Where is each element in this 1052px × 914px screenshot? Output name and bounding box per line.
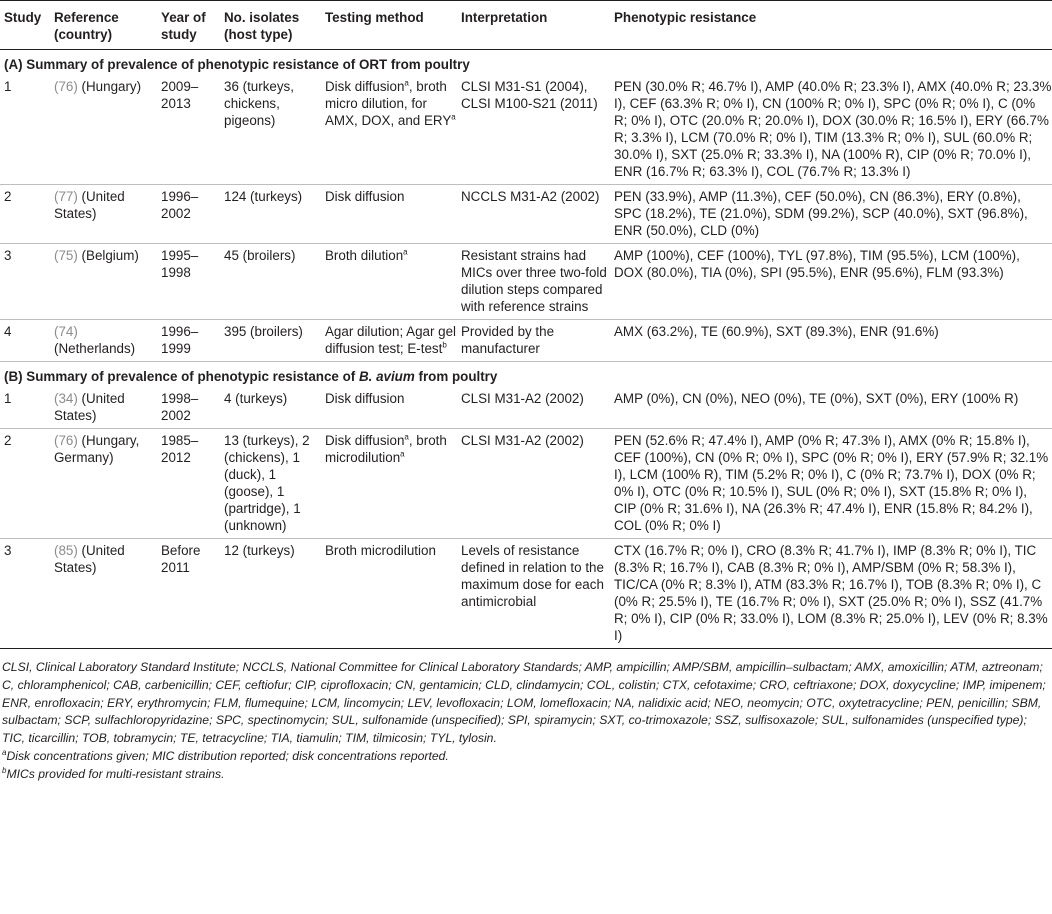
method-cell: Broth dilution$^a$ [325,244,461,320]
resistance-cell: CTX (16.7% R; 0% I), CRO (8.3% R; 41.7% I), IMP (8.3% R; 0% I), TIC (8.3% R; 16.7% I), CAB (8.3% R; 0% I), AMP/SBM (0% R; 58.3% I), TIC/CA (0% R; 8.3% I), ATM (83.3% R; 16.7% I), TOB (8.3% R; 0% I), C (0% R; 25.5% I), TE (16.7% R; 0% I), SXT (25.0% R; 0% I), SSZ (41.7% R; 0% I), CIP (0% R; 33.0% I), LOM (8.3% R; 25.0% I), LEV (0% R; 8.3% I) [614,539,1052,649]
header-testing-method: Testing method [325,1,461,50]
section-heading-b [0,362,1052,388]
reference-link[interactable]: (77) [54,189,78,204]
header-isolates: No. isolates (host type) [224,1,325,50]
method-cell: Disk diffusion [325,387,461,429]
isolates-cell: 13 (turkeys), 2 (chickens), 1 (duck), 1 (goose), 1 (partridge), 1 (unknown) [224,429,325,539]
year-cell: 1985–2012 [161,429,224,539]
year-cell: 2009–2013 [161,75,224,185]
reference-link[interactable]: (76) [54,433,78,448]
reference-link[interactable]: (75) [54,248,78,263]
method-cell: Disk diffusion$^a$, broth microdilution$^a$ [325,429,461,539]
reference-link[interactable]: (34) [54,391,78,406]
section-heading-a [0,50,1052,76]
table-row [0,429,1052,539]
study-cell: 3 [0,244,54,320]
reference-cell: (77) (United States) [54,185,161,244]
reference-cell: (76) (Hungary, Germany) [54,429,161,539]
isolates-cell: 395 (broilers) [224,320,325,362]
isolates-cell: 45 (broilers) [224,244,325,320]
study-cell: 2 [0,185,54,244]
table-row [0,387,1052,429]
resistance-cell: PEN (30.0% R; 46.7% I), AMP (40.0% R; 23.3% I), AMX (40.0% R; 23.3% I), CEF (63.3% R; 0% I), CN (100% R; 0% I), SPC (0% R; 0% I), C (0% R; 0% I), OTC (20.0% R; 20.0% I), DOX (30.0% R; 16.5% I), ERY (66.7% R; 3.3% I), LCM (70.0% R; 0% I), TIM (13.3% R; 0% I), SUL (60.0% R; 30.0% I), SXT (25.0% R; 33.3% I), NA (100% R), CIP (0% R; 70.0% I), ENR (16.7% R; 63.3% I), COL (76.7% R; 13.3% I) [614,75,1052,185]
section-b-title: (B) Summary of prevalence of phenotypic resistance of B. avium from poultry [4,369,498,384]
year-cell: Before 2011 [161,539,224,649]
study-cell: 1 [0,75,54,185]
header-phenotypic-resistance: Phenotypic resistance [614,1,1052,50]
header-study: Study [0,1,54,50]
study-cell: 3 [0,539,54,649]
method-cell: Disk diffusion [325,185,461,244]
header-interpretation: Interpretation [461,1,614,50]
study-cell: 2 [0,429,54,539]
method-cell: Agar dilution; Agar gel diffusion test; E-test$^b$ [325,320,461,362]
reference-link[interactable]: (74) [54,324,78,339]
study-cell: 1 [0,387,54,429]
interpretation-cell: Resistant strains had MICs over three two-fold dilution steps compared with reference strains [461,244,614,320]
interpretation-cell: Levels of resistance defined in relation to the maximum dose for each antimicrobial [461,539,614,649]
footnote-a: $^a$Disk concentrations given; MIC distribution reported; disk concentrations reported. [2,747,449,763]
reference-cell: (74) (Netherlands) [54,320,161,362]
interpretation-cell: NCCLS M31-A2 (2002) [461,185,614,244]
table-row [0,539,1052,649]
method-cell: Broth microdilution [325,539,461,649]
interpretation-cell: CLSI M31-S1 (2004), CLSI M100-S21 (2011) [461,75,614,185]
abbreviations-footnote: CLSI, Clinical Laboratory Standard Institute; NCCLS, National Committee for Clinical Laboratory Standards; AMP, ampicillin; AMP/SBM, ampicillin–sulbactam; AMX, amoxicillin; ATM, aztreonam; C, chloramphenicol; CAB, carbenicillin; CEF, ceftiofur; CIP, ciprofloxacin; CN, gentamicin; CLD, clindamycin; COL, colistin; CTX, cefotaxime; CRO, ceftriaxone; DOX, doxycycline; IMP, imipenem; ENR, enrofloxacin; ERY, erythromycin; FLM, flumequine; LCM, lincomycin; LEV, levofloxacin; LOM, lomefloxacin; NA, nalidixic acid; NEO, neomycin; OTC, oxytetracycline; PEN, penicillin; SBM, sulbactam; SCP, sulfachloropyridazine; SPC, spectinomycin; SUL, sulfonamide (unspecified); SPI, spiramycin; SXT, co-trimoxazole; SSZ, sulfisoxazole; SUL, sulfonamides (unspecified type); TIC, ticarcillin; TOB, tobramycin; TE, tetracycline; TIA, tiamulin; TIM, tilmicosin; TYL, tylosin. [2,660,1046,746]
header-year: Year of study [161,1,224,50]
footnote-b: $^b$MICs provided for multi-resistant strains. [2,765,225,781]
interpretation-cell: CLSI M31-A2 (2002) [461,387,614,429]
method-cell: Disk diffusion$^a$, broth micro dilution, for AMX, DOX, and ERY$^a$ [325,75,461,185]
study-cell: 4 [0,320,54,362]
year-cell: 1996–1999 [161,320,224,362]
isolates-cell: 124 (turkeys) [224,185,325,244]
reference-link[interactable]: (85) [54,543,78,558]
resistance-cell: PEN (33.9%), AMP (11.3%), CEF (50.0%), CN (86.3%), ERY (0.8%), SPC (18.2%), TE (21.0%), SDM (99.2%), SCP (40.0%), SXT (96.8%), ENR (50.0%), CLD (0%) [614,185,1052,244]
table-row [0,244,1052,320]
header-reference: Reference (country) [54,1,161,50]
table-header-row [0,1,1052,50]
reference-cell: (34) (United States) [54,387,161,429]
table-row [0,320,1052,362]
resistance-cell: AMX (63.2%), TE (60.9%), SXT (89.3%), ENR (91.6%) [614,320,1052,362]
isolates-cell: 12 (turkeys) [224,539,325,649]
year-cell: 1998–2002 [161,387,224,429]
year-cell: 1996–2002 [161,185,224,244]
isolates-cell: 36 (turkeys, chickens, pigeons) [224,75,325,185]
section-a-title: (A) Summary of prevalence of phenotypic resistance of ORT from poultry [4,57,470,72]
reference-cell: (76) (Hungary) [54,75,161,185]
isolates-cell: 4 (turkeys) [224,387,325,429]
table-row [0,75,1052,185]
resistance-cell: AMP (0%), CN (0%), NEO (0%), TE (0%), SXT (0%), ERY (100% R) [614,387,1052,429]
table-row [0,185,1052,244]
table-footnotes [0,659,1050,784]
reference-cell: (85) (United States) [54,539,161,649]
reference-cell: (75) (Belgium) [54,244,161,320]
year-cell: 1995–1998 [161,244,224,320]
reference-link[interactable]: (76) [54,79,78,94]
resistance-cell: AMP (100%), CEF (100%), TYL (97.8%), TIM (95.5%), LCM (100%), DOX (80.0%), TIA (0%), SPI (95.5%), ENR (95.6%), FLM (93.3%) [614,244,1052,320]
interpretation-cell: CLSI M31-A2 (2002) [461,429,614,539]
resistance-cell: PEN (52.6% R; 47.4% I), AMP (0% R; 47.3% I), AMX (0% R; 15.8% I), CEF (100%), CN (0% R; 0% I), SPC (0% R; 0% I), ERY (57.9% R; 32.1% I), LCM (100% R), TIM (5.2% R; 0% I), C (0% R; 73.7% I), DOX (0% R; 0% I), OTC (0% R; 10.5% I), SUL (0% R; 0% I), SXT (15.8% R; 0% I), CIP (0% R; 31.6% I), NA (26.3% R; 47.4% I), ENR (15.8% R; 84.2% I), COL (0% R; 0% I) [614,429,1052,539]
interpretation-cell: Provided by the manufacturer [461,320,614,362]
